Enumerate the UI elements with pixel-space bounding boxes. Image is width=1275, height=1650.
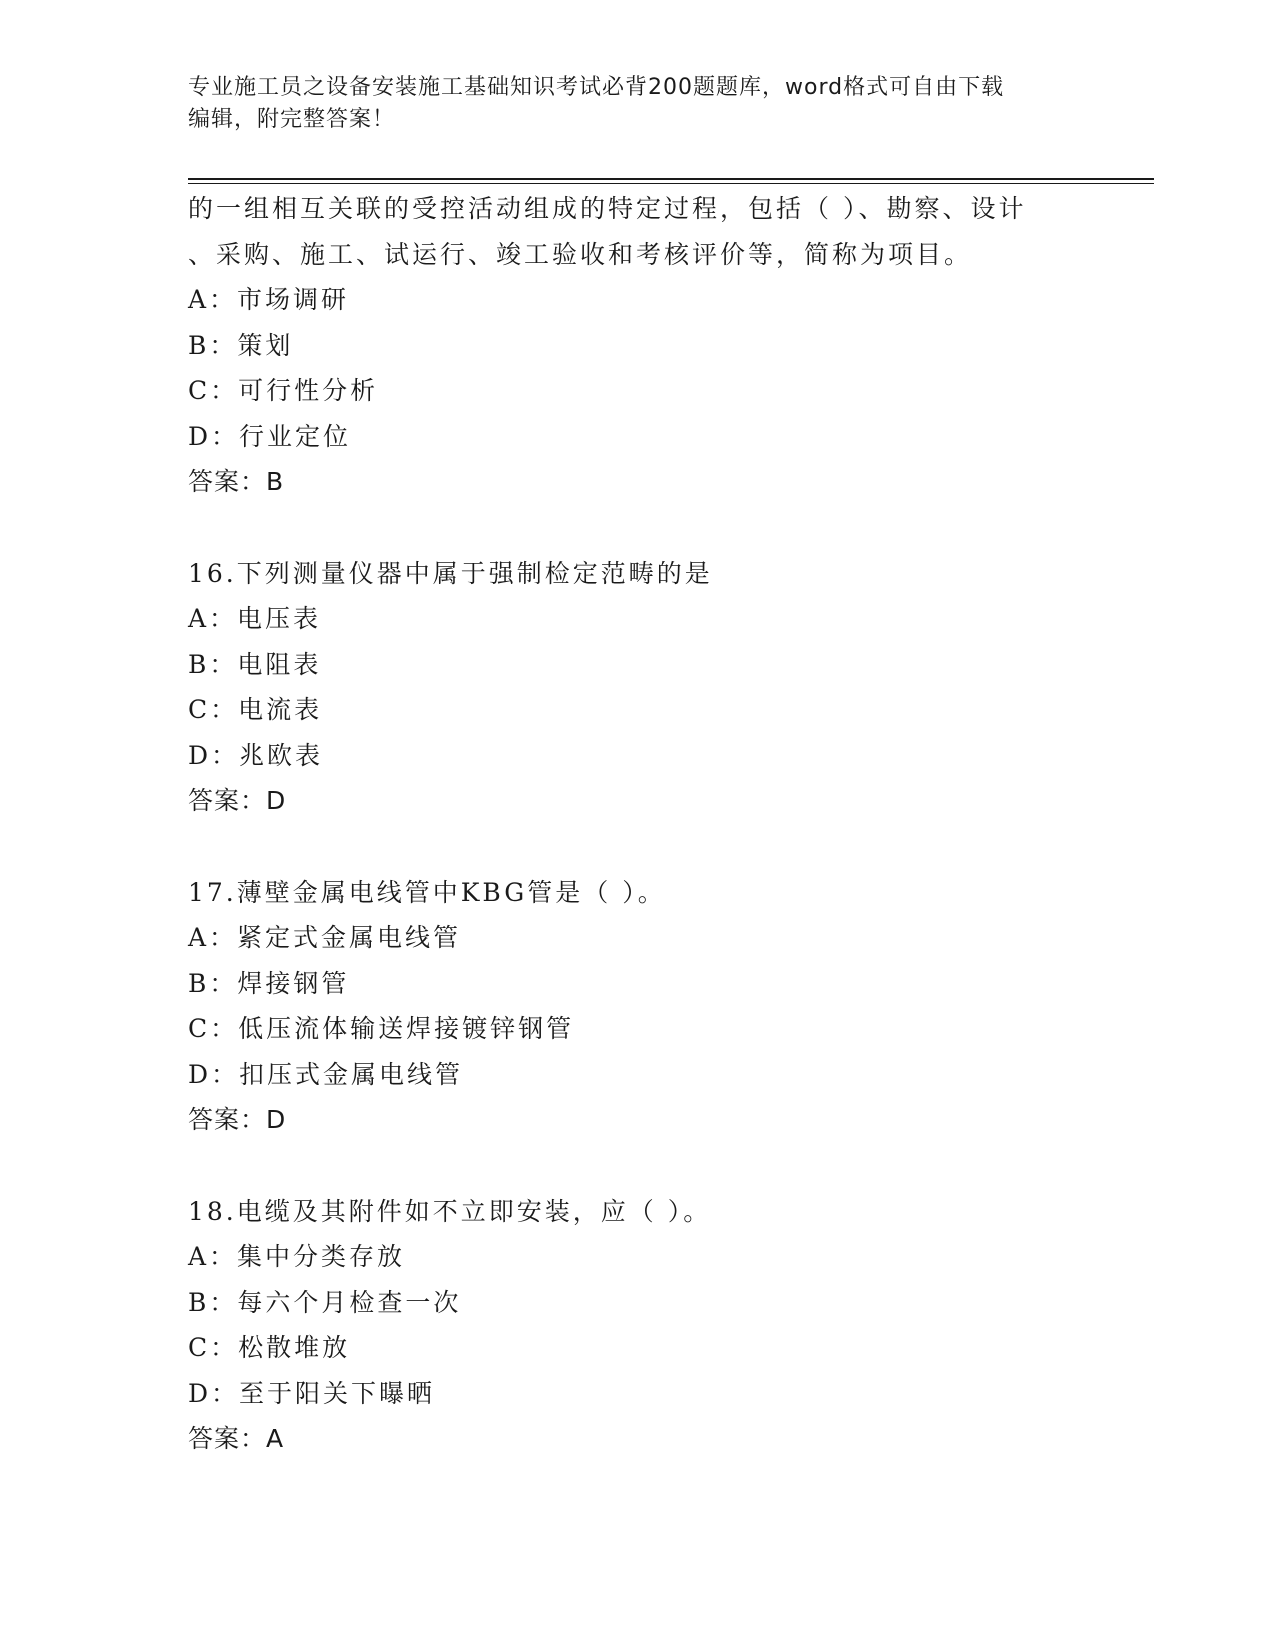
question-17-answer: 答案：D bbox=[188, 1105, 287, 1134]
question-18-option-d: D：至于阳关下曝晒 bbox=[188, 1378, 436, 1408]
question-15-text-line-2: 、采购、施工、试运行、竣工验收和考核评价等，简称为项目。 bbox=[188, 239, 973, 269]
header-divider-thin bbox=[188, 183, 1154, 184]
question-16-option-d: D：兆欧表 bbox=[188, 740, 324, 770]
question-15-option-a: A：市场调研 bbox=[188, 285, 350, 314]
question-17-text: 17.薄壁金属电线管中KBG管是（ ）。 bbox=[188, 877, 666, 907]
question-18-text: 18.电缆及其附件如不立即安装，应（ ）。 bbox=[188, 1196, 712, 1226]
question-17-option-b: B：焊接钢管 bbox=[188, 968, 350, 998]
header-divider-thick bbox=[188, 178, 1154, 180]
question-16-answer: 答案：D bbox=[188, 786, 287, 815]
question-15-option-b: B：策划 bbox=[188, 330, 294, 360]
header-title-line-2: 编辑，附完整答案！ bbox=[188, 107, 396, 132]
header-title-line-1: 专业施工员之设备安装施工基础知识考试必背200题题库，word格式可自由下载 bbox=[188, 75, 1005, 100]
question-list bbox=[188, 186, 1128, 1462]
question-block-15 bbox=[188, 186, 1128, 505]
question-15-answer: 答案：B bbox=[188, 467, 285, 496]
question-block-18 bbox=[188, 1189, 1128, 1462]
question-block-16 bbox=[188, 551, 1128, 824]
question-16-option-b: B：电阻表 bbox=[188, 649, 322, 679]
question-18-option-a: A：集中分类存放 bbox=[188, 1242, 406, 1271]
question-18-answer: 答案：A bbox=[188, 1424, 285, 1453]
question-15-option-c: C：可行性分析 bbox=[188, 376, 379, 405]
question-block-17 bbox=[188, 870, 1128, 1143]
question-16-text: 16.下列测量仪器中属于强制检定范畴的是 bbox=[188, 558, 713, 588]
question-spacer bbox=[188, 505, 1128, 551]
question-17-option-a: A：紧定式金属电线管 bbox=[188, 923, 462, 952]
question-17-option-c: C：低压流体输送焊接镀锌钢管 bbox=[188, 1014, 575, 1043]
document-header bbox=[188, 72, 1088, 136]
question-18-option-c: C：松散堆放 bbox=[188, 1333, 351, 1362]
question-spacer bbox=[188, 824, 1128, 870]
question-17-option-d: D：扣压式金属电线管 bbox=[188, 1059, 464, 1089]
question-18-option-b: B：每六个月检查一次 bbox=[188, 1287, 462, 1317]
question-15-text-line-1: 的一组相互关联的受控活动组成的特定过程，包括（ ）、勘察、设计 bbox=[188, 194, 1027, 223]
question-16-option-a: A：电压表 bbox=[188, 604, 322, 633]
question-spacer bbox=[188, 1143, 1128, 1189]
question-15-option-d: D：行业定位 bbox=[188, 421, 352, 451]
question-16-option-c: C：电流表 bbox=[188, 695, 323, 724]
